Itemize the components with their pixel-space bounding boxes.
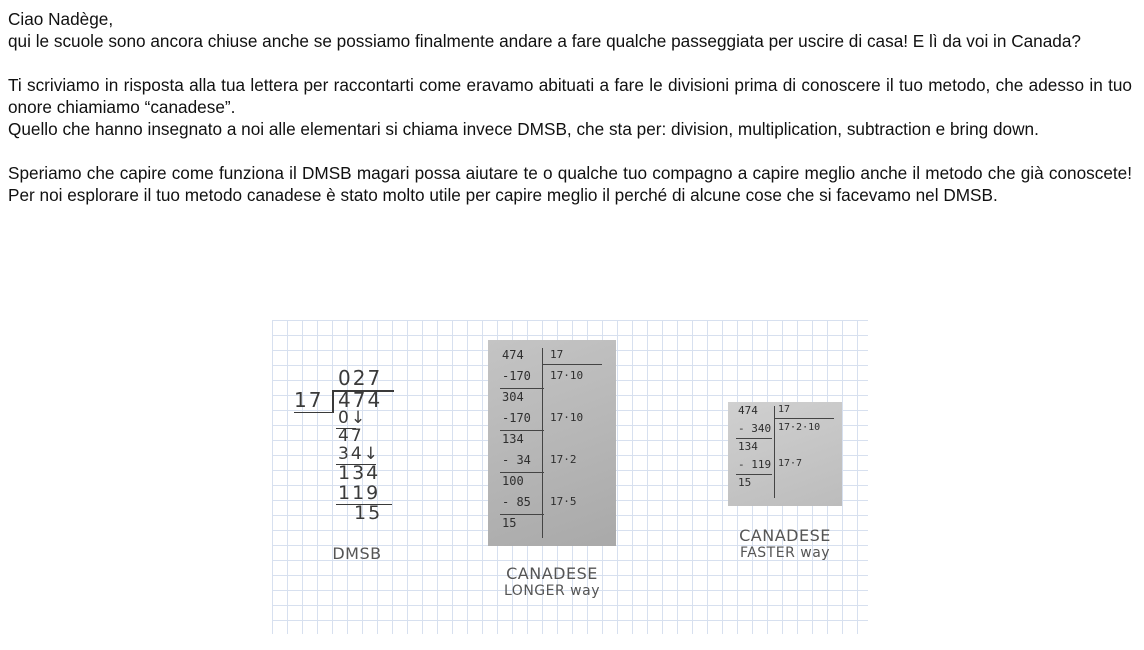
canadese-step-value: 474 bbox=[738, 404, 758, 417]
canadese-longer-caption bbox=[478, 564, 626, 599]
canadese-step-multiplier: 17·10 bbox=[550, 411, 584, 424]
canadese-step-value: - 34 bbox=[502, 453, 531, 467]
dmsb-step: 134 bbox=[338, 462, 381, 484]
canadese-faster-photo bbox=[728, 402, 842, 506]
canadese-faster-caption bbox=[718, 526, 852, 561]
canadese-step-value: - 119 bbox=[738, 458, 772, 471]
canadese-step-value: 15 bbox=[502, 516, 517, 530]
photo-divider bbox=[774, 406, 775, 498]
division-methods-figure bbox=[272, 320, 868, 634]
canadese-step-value: 134 bbox=[738, 440, 758, 453]
canadese-step-value: 304 bbox=[502, 390, 524, 404]
canadese-longer-caption-text: CANADESE bbox=[506, 564, 598, 583]
dmsb-divisor-underline bbox=[294, 412, 334, 413]
canadese-step-multiplier: 17·7 bbox=[778, 458, 803, 469]
dmsb-quotient: 027 bbox=[338, 366, 383, 390]
canadese-step-multiplier: 17 bbox=[550, 348, 564, 361]
canadese-step-multiplier: 17·2 bbox=[550, 453, 577, 466]
paragraph-3: Speriamo che capire come funziona il DMSB magari possa aiutare te o qualche tuo compagno a capire meglio anche il metodo che già conoscete! Per noi esplorare il tuo metodo canadese è stato molto utile per capire meglio il perché di alcune cose che si facevamo nel DMSB. bbox=[8, 163, 1132, 205]
canadese-step-value: - 340 bbox=[738, 422, 772, 435]
canadese-step-value: 15 bbox=[738, 476, 752, 489]
photo-divisor-bar bbox=[774, 418, 834, 419]
canadese-faster-subcaption: FASTER way bbox=[739, 545, 831, 561]
dmsb-dividend: 474 bbox=[338, 388, 383, 412]
letter-body bbox=[8, 8, 1132, 228]
greeting: Ciao Nadège, bbox=[8, 9, 114, 29]
canadese-step-multiplier: 17·5 bbox=[550, 495, 577, 508]
canadese-faster-caption-text: CANADESE bbox=[739, 526, 831, 545]
canadese-longer-subcaption: LONGER way bbox=[504, 583, 600, 599]
dmsb-division-work bbox=[294, 364, 404, 524]
dmsb-caption-text: DMSB bbox=[332, 544, 382, 563]
dmsb-divisor: 17 bbox=[294, 388, 324, 412]
paragraph-2a: Ti scriviamo in risposta alla tua lettera per raccontarti come eravamo abituati a fare le divisioni prima di conoscere il tuo metodo, che adesso in tuo onore chiamiamo “canadese”. bbox=[8, 75, 1132, 117]
subtraction-line bbox=[500, 430, 544, 431]
canadese-step-multiplier: 17 bbox=[778, 404, 791, 415]
dmsb-step: 0↓ bbox=[338, 408, 368, 428]
canadese-longer-photo bbox=[488, 340, 616, 546]
subtraction-line bbox=[736, 438, 772, 439]
photo-divider bbox=[542, 348, 543, 538]
canadese-step-value: 100 bbox=[502, 474, 524, 488]
dmsb-bracket bbox=[332, 390, 334, 412]
dmsb-caption bbox=[312, 544, 402, 563]
dmsb-remainder: 15 bbox=[354, 502, 383, 524]
paragraph-2b: Quello che hanno insegnato a noi alle elementari si chiama invece DMSB, che sta per: division, multiplication, subtraction e bring down. bbox=[8, 119, 1039, 139]
canadese-step-value: - 85 bbox=[502, 495, 531, 509]
canadese-step-value: -170 bbox=[502, 411, 531, 425]
canadese-step-value: -170 bbox=[502, 369, 531, 383]
dmsb-step: 47 bbox=[338, 426, 364, 446]
photo-divisor-bar bbox=[542, 364, 602, 365]
subtraction-line bbox=[500, 514, 544, 515]
canadese-step-value: 134 bbox=[502, 432, 524, 446]
dmsb-step: 34↓ bbox=[338, 444, 380, 464]
canadese-step-multiplier: 17·10 bbox=[550, 369, 584, 382]
dmsb-step: 119 bbox=[338, 482, 381, 504]
canadese-step-value: 474 bbox=[502, 348, 524, 362]
subtraction-line bbox=[500, 388, 544, 389]
subtraction-line bbox=[736, 474, 772, 475]
paragraph-1: qui le scuole sono ancora chiuse anche se possiamo finalmente andare a fare qualche passeggiata per uscire di casa! E lì da voi in Canada? bbox=[8, 31, 1081, 51]
subtraction-line bbox=[500, 472, 544, 473]
canadese-step-multiplier: 17·2·10 bbox=[778, 422, 821, 433]
